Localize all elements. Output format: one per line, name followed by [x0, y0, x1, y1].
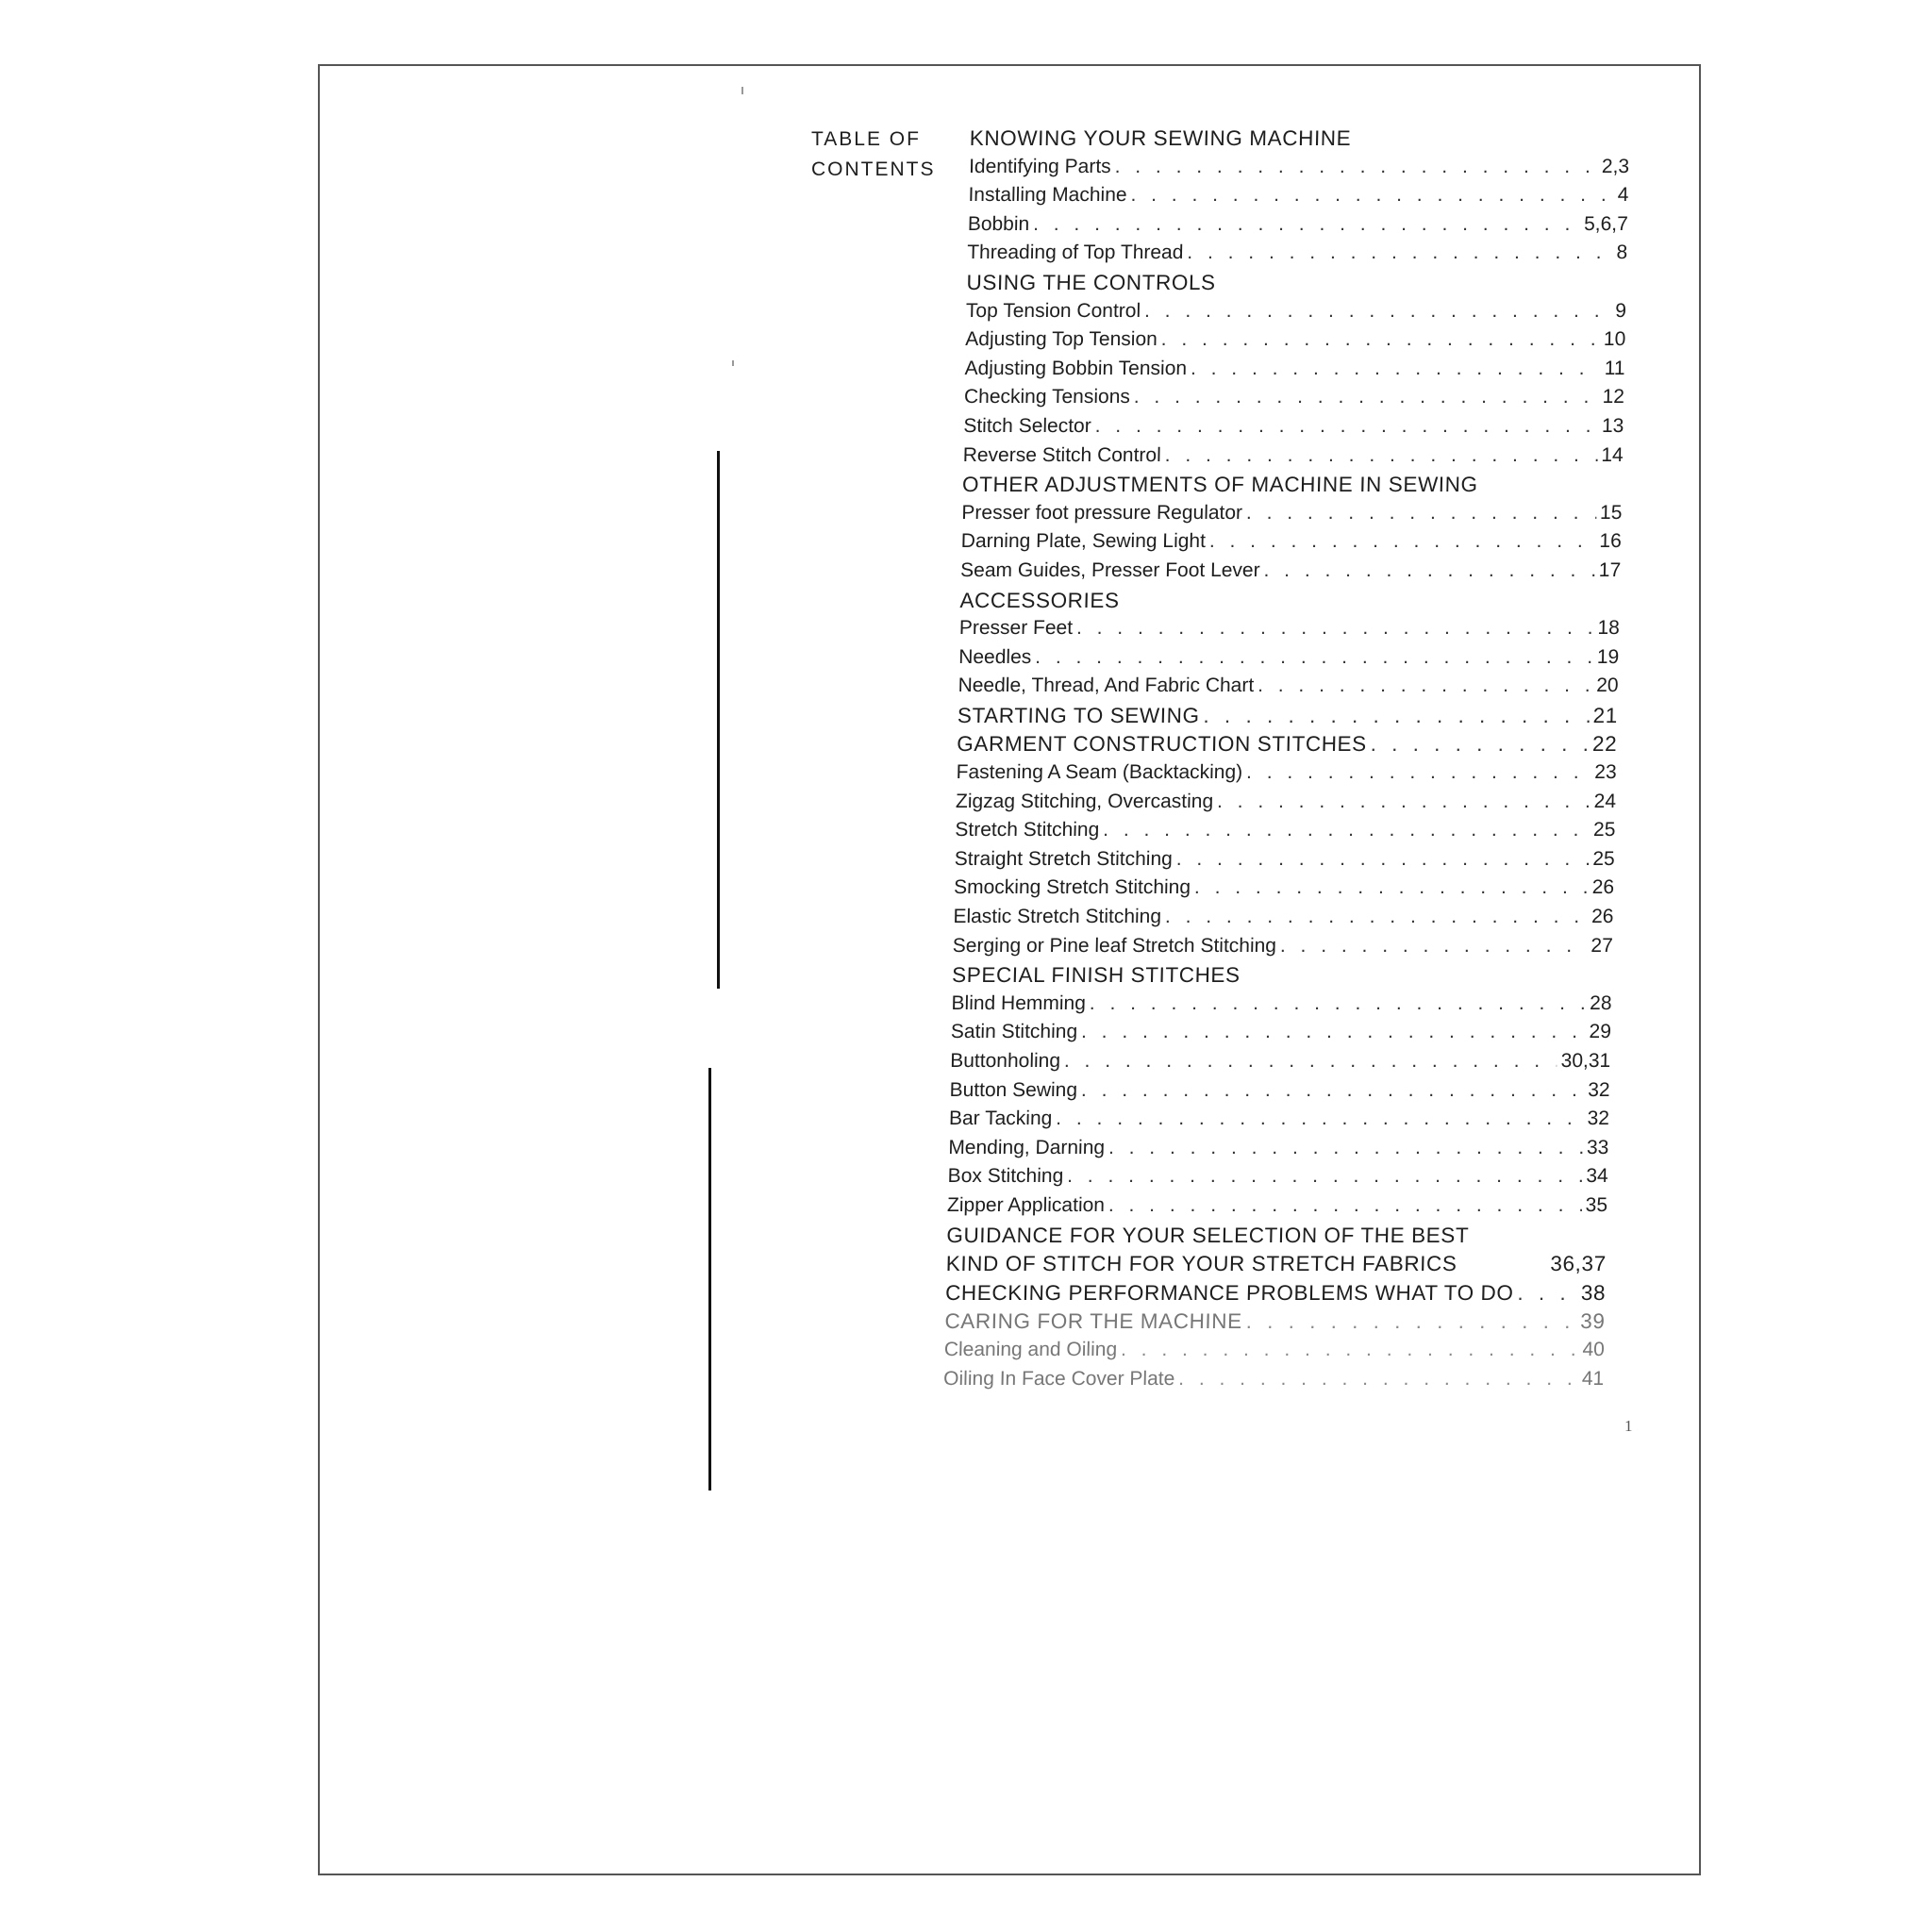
toc-entry-page: 25	[1592, 819, 1616, 841]
dot-leader	[1257, 675, 1593, 697]
toc-entry-page: 25	[1592, 847, 1615, 870]
toc-entry-title: Blind Hemming	[951, 991, 1087, 1014]
toc-entry-page: 20	[1595, 675, 1619, 697]
toc-entry-title: Buttonholing	[950, 1050, 1061, 1072]
toc-entry-page: 9	[1614, 299, 1627, 322]
dot-leader	[1178, 1368, 1578, 1391]
toc-entry-page: 27	[1591, 934, 1614, 957]
toc-entry-page: 14	[1601, 443, 1624, 466]
toc-entry-title: Top Tension Control	[965, 299, 1141, 322]
toc-heading-line: CONTENTS	[811, 158, 936, 180]
dot-leader	[1094, 415, 1598, 438]
toc-entry-title: Bar Tacking	[948, 1108, 1053, 1130]
toc-entry-page: 41	[1581, 1367, 1605, 1390]
dot-leader	[1165, 906, 1589, 928]
scan-speck	[732, 360, 734, 366]
toc-entry	[967, 213, 1628, 242]
toc-heading-line: TABLE OF	[811, 128, 921, 150]
scan-speck	[741, 87, 743, 94]
toc-entry	[943, 1368, 1605, 1397]
toc-entry-title: Needle, Thread, And Fabric Chart	[958, 675, 1255, 697]
toc-entry-title: CHECKING PERFORMANCE PROBLEMS WHAT TO DO	[944, 1280, 1514, 1305]
toc-entry-page: 38	[1580, 1280, 1607, 1305]
dot-leader	[1161, 328, 1601, 351]
toc-entry-title: Presser foot pressure Regulator	[961, 501, 1243, 524]
toc-list	[943, 126, 1630, 1396]
toc-entry-page: 22	[1591, 732, 1618, 757]
toc-entry	[965, 328, 1626, 358]
toc-entry-title: Presser Feet	[958, 617, 1074, 640]
dot-leader	[1076, 617, 1594, 640]
toc-entry-page: 34	[1586, 1165, 1608, 1188]
toc-entry	[956, 791, 1617, 820]
dot-leader	[1246, 502, 1597, 525]
toc-entry-page: 23	[1594, 761, 1617, 784]
toc-entry-title: GARMENT CONSTRUCTION STITCHES	[957, 732, 1368, 757]
toc-entry-title: Checking Tensions	[963, 386, 1131, 408]
dot-leader	[1280, 935, 1588, 958]
toc-entry-title: Adjusting Bobbin Tension	[964, 357, 1188, 379]
toc-entry	[954, 848, 1615, 877]
dot-leader	[1081, 1021, 1586, 1043]
toc-entry-title: Box Stitching	[947, 1165, 1064, 1188]
toc-entry-page: 19	[1596, 645, 1620, 668]
toc-section-heading	[959, 589, 1621, 618]
dot-leader	[1176, 848, 1590, 871]
toc-entry	[947, 1165, 1608, 1194]
toc-entry-page: 29	[1589, 1021, 1612, 1043]
toc-entry	[958, 617, 1620, 646]
toc-entry-page: 33	[1586, 1136, 1609, 1158]
toc-entry-page: 32	[1587, 1108, 1610, 1130]
toc-entry	[962, 444, 1624, 474]
toc-entry-title: Straight Stretch Stitching	[954, 847, 1174, 870]
dot-leader	[1121, 1339, 1579, 1361]
dot-leader	[1144, 300, 1612, 323]
toc-entry-page: 11	[1604, 357, 1625, 379]
toc-entry	[964, 358, 1625, 387]
toc-entry-page: 2,3	[1601, 155, 1630, 177]
toc-entry-title: Threading of Top Thread	[966, 242, 1184, 264]
dot-leader	[1064, 1050, 1557, 1073]
toc-entry	[958, 675, 1619, 704]
dot-leader	[1067, 1165, 1583, 1188]
toc-entry-page: 10	[1603, 328, 1626, 351]
toc-entry-page: 21	[1592, 703, 1619, 727]
toc-entry-title: Elastic Stretch Stitching	[953, 906, 1162, 928]
toc-entry	[953, 906, 1614, 935]
toc-entry-page: 18	[1597, 617, 1621, 640]
toc-entry	[949, 1108, 1610, 1137]
toc-entry-page: 40	[1582, 1338, 1606, 1360]
dot-leader	[1263, 559, 1595, 582]
dot-leader	[1245, 1309, 1576, 1334]
toc-entry-page: 39	[1579, 1309, 1606, 1334]
dot-leader	[1246, 761, 1591, 784]
toc-entry-page: 24	[1593, 790, 1617, 812]
toc-entry-title: GUIDANCE FOR YOUR SELECTION OF THE BEST	[946, 1223, 1470, 1247]
toc-entry-page: 32	[1588, 1078, 1610, 1101]
toc-entry-page: 26	[1591, 906, 1614, 928]
toc-entry-title: KIND OF STITCH FOR YOUR STRETCH FABRICS	[945, 1252, 1457, 1276]
toc-entry-page: 36,37	[1550, 1252, 1607, 1276]
toc-entry	[943, 1339, 1605, 1368]
dot-leader	[1209, 530, 1596, 553]
toc-section-heading	[958, 704, 1619, 733]
toc-entry-title: Seam Guides, Presser Foot Lever	[959, 558, 1260, 581]
toc-entry-page: 35	[1585, 1193, 1608, 1216]
toc-entry-page: 8	[1616, 242, 1628, 264]
toc-entry	[969, 156, 1630, 185]
dot-leader	[1203, 704, 1590, 728]
dot-leader	[1056, 1108, 1584, 1130]
toc-entry-title: CARING FOR THE MACHINE	[944, 1309, 1243, 1334]
toc-entry-title: SPECIAL FINISH STITCHES	[951, 963, 1241, 988]
toc-entry	[963, 415, 1624, 444]
dot-leader	[1035, 646, 1593, 669]
toc-section-heading	[946, 1224, 1607, 1253]
toc-entry-title: USING THE CONTROLS	[966, 270, 1216, 294]
toc-entry	[960, 530, 1622, 559]
toc-entry-page: 28	[1589, 991, 1612, 1014]
dot-leader	[1370, 732, 1589, 757]
toc-entry	[950, 1050, 1611, 1079]
toc-entry-title: Adjusting Top Tension	[965, 328, 1158, 351]
toc-entry-title: Darning Plate, Sewing Light	[960, 530, 1207, 553]
toc-entry-title: Stretch Stitching	[955, 819, 1100, 841]
dot-leader	[1517, 1281, 1577, 1306]
toc-entry-page: 5,6,7	[1583, 212, 1629, 235]
toc-section-heading	[945, 1281, 1607, 1310]
toc-entry-title: Satin Stitching	[950, 1021, 1078, 1043]
dot-leader	[1191, 358, 1601, 380]
toc-entry	[961, 502, 1623, 531]
toc-entry-page: 16	[1599, 530, 1623, 553]
toc-entry-page: 15	[1599, 501, 1623, 524]
toc-entry	[956, 761, 1617, 791]
dot-leader	[1114, 156, 1598, 178]
dot-leader	[1194, 876, 1589, 899]
toc-section-heading	[966, 271, 1627, 300]
toc-entry	[951, 992, 1612, 1022]
toc-entry-title: Fastening A Seam (Backtacking)	[956, 761, 1243, 784]
toc-section-heading	[962, 473, 1624, 502]
dot-leader	[1033, 213, 1580, 236]
toc-entry-title: Bobbin	[967, 212, 1030, 235]
dot-leader	[1134, 386, 1599, 408]
toc-entry	[950, 1021, 1611, 1050]
dot-leader	[1217, 791, 1591, 813]
toc-section-heading	[945, 1252, 1607, 1281]
toc-entry-page: 13	[1601, 414, 1624, 437]
toc-entry	[966, 300, 1627, 329]
toc-section-heading	[952, 963, 1613, 992]
toc-entry-title: OTHER ADJUSTMENTS OF MACHINE IN SEWING	[961, 473, 1478, 497]
toc-entry-page: 4	[1617, 184, 1629, 207]
dot-leader	[1090, 992, 1587, 1015]
toc-entry-title: Reverse Stitch Control	[962, 443, 1162, 466]
toc-entry-title: Needles	[958, 645, 1032, 668]
toc-entry-title: Button Sewing	[949, 1078, 1078, 1101]
dot-leader	[1108, 1194, 1582, 1217]
toc-entry-page: 17	[1598, 558, 1622, 581]
toc-entry-page: 30,31	[1560, 1050, 1611, 1072]
toc-entry	[967, 242, 1628, 271]
toc-entry	[952, 935, 1613, 964]
toc-entry	[947, 1194, 1608, 1224]
toc-entry	[960, 559, 1622, 589]
toc-section-heading	[944, 1309, 1606, 1339]
dot-leader	[1187, 242, 1613, 264]
toc-entry-page: 26	[1591, 876, 1615, 899]
toc-entry-title: ACCESSORIES	[959, 588, 1120, 612]
dot-leader	[1130, 184, 1614, 207]
dot-leader	[1081, 1079, 1585, 1102]
binding-edge-line	[708, 1068, 711, 1491]
toc-entry-title: Installing Machine	[968, 184, 1127, 207]
toc-entry-page: 12	[1602, 386, 1625, 408]
toc-entry-title: Cleaning and Oiling	[943, 1338, 1118, 1360]
page-number: 1	[1624, 1417, 1633, 1435]
toc-entry-title: Zigzag Stitching, Overcasting	[955, 790, 1214, 812]
toc-entry-title: Smocking Stretch Stitching	[953, 876, 1191, 899]
toc-entry	[949, 1079, 1610, 1108]
toc-entry	[964, 386, 1625, 415]
toc-entry	[955, 819, 1616, 848]
toc-entry-title: Mending, Darning	[948, 1136, 1106, 1158]
toc-entry-title: KNOWING YOUR SEWING MACHINE	[969, 126, 1352, 150]
dot-leader	[1108, 1137, 1583, 1159]
toc-entry-title: Stitch Selector	[963, 414, 1091, 437]
toc-entry-title: Serging or Pine leaf Stretch Stitching	[952, 934, 1277, 957]
toc-entry-title: Identifying Parts	[968, 155, 1111, 177]
toc-entry	[948, 1137, 1609, 1166]
toc-section-heading	[969, 126, 1630, 156]
binding-edge-line	[717, 451, 720, 989]
toc-entry-title: Oiling In Face Cover Plate	[942, 1367, 1175, 1390]
toc-entry-title: STARTING TO SEWING	[957, 703, 1200, 727]
toc-entry	[958, 646, 1620, 675]
toc-entry-title: Zipper Application	[946, 1193, 1106, 1216]
toc-section-heading	[957, 732, 1618, 761]
toc-entry	[968, 184, 1629, 213]
dot-leader	[1103, 819, 1590, 841]
dot-leader	[1165, 444, 1598, 467]
toc-heading	[811, 125, 953, 185]
toc-entry	[954, 876, 1615, 906]
